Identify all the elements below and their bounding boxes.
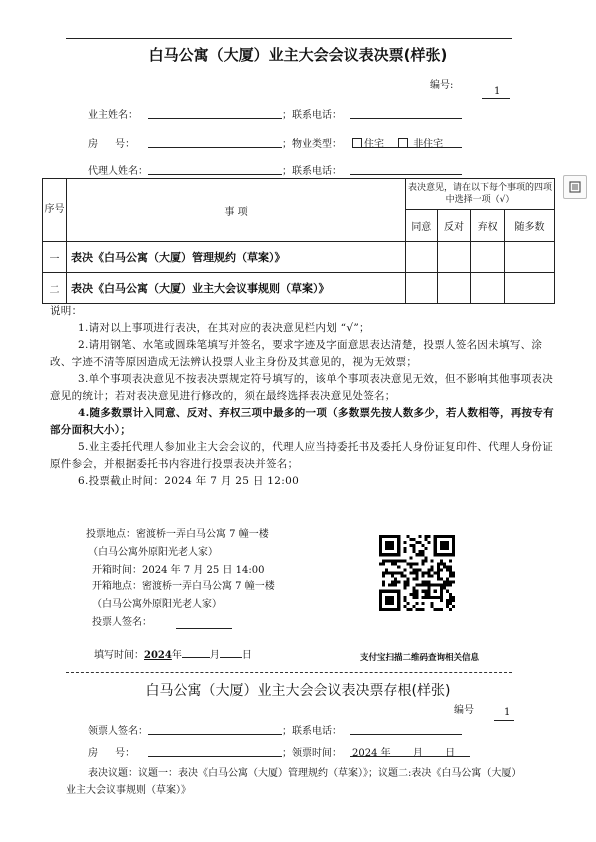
table-row <box>43 273 555 304</box>
property-type-label: ；物业类型： <box>282 139 342 150</box>
top-rule <box>66 38 512 39</box>
stub-contact-field[interactable] <box>350 734 462 735</box>
day-unit: 日 <box>241 650 252 661</box>
vote-cell-against[interactable] <box>437 242 471 273</box>
fill-time-label: 填写时间： <box>94 650 144 661</box>
note-3: 3.单个事项表决意见不按表决票规定符号填写的，该单个事项表决意见无效，但不影响其他事项表决意见的统计；若对表决意见进行修改的，须在最终选择表决意见处签名； <box>50 373 554 402</box>
qr-code <box>379 535 455 611</box>
open-time: 开箱时间：2024 年 7 月 25 日 14:00 <box>92 565 265 576</box>
vote-cell-majority[interactable] <box>504 242 554 273</box>
contact-label: ；联系电话： <box>282 110 342 121</box>
vote-table <box>42 178 555 304</box>
col-item-header: 事 项 <box>67 179 406 242</box>
opt-agree: 同意 <box>406 210 438 242</box>
col-no-header: 序号 <box>43 179 67 242</box>
opt-majority: 随多数 <box>504 210 554 242</box>
table-row <box>43 242 555 273</box>
stub-title: 白马公寓（大厦）业主大会会议表决票存根(样张) <box>145 683 451 699</box>
receive-date-underline <box>350 756 470 757</box>
scan-icon <box>564 176 586 198</box>
signer-field[interactable] <box>176 628 232 629</box>
receive-time-label: ；领票时间： <box>282 748 342 759</box>
owner-name-label: 业主姓名： <box>88 110 138 121</box>
serial-underline <box>482 98 510 99</box>
stub-serial-underline <box>494 720 514 721</box>
cut-line <box>66 672 512 673</box>
serial-value: 1 <box>494 86 501 97</box>
row-no: 一 <box>43 242 67 273</box>
notes-heading: 说明： <box>50 305 83 317</box>
month-field[interactable] <box>182 647 210 658</box>
receiver-label: 领票人签名： <box>88 726 148 737</box>
day-field[interactable] <box>220 647 242 658</box>
receive-year[interactable]: 2024 <box>352 748 378 759</box>
year-unit: 年 <box>171 650 182 661</box>
property-type-underline <box>352 147 462 148</box>
note-4: 4.随多数票计入同意、反对、弃权三项中最多的一项（多数票先按人数多少，若人数相等，再按专有部分面积大小）； <box>50 407 554 436</box>
vote-cell-abstain[interactable] <box>471 242 505 273</box>
serial-label: 编号: <box>430 80 454 91</box>
vote-place: 投票地点：密渡桥一弄白马公寓 7 幢一楼 <box>86 529 269 540</box>
signer-label: 投票人签名： <box>92 617 152 628</box>
vote-cell-against[interactable] <box>437 273 471 304</box>
stub-topics: 表决议题：议题一：表决《白马公寓（大厦）管理规约（草案）》；议题二:表决《白马公寓（大厦）业主大会议事规则（草案）》 <box>66 768 522 796</box>
receive-day-unit: 日 <box>445 748 456 759</box>
stub-room-field[interactable] <box>148 756 282 757</box>
row-item: 表决《白马公寓（大厦）管理规约（草案）》 <box>67 242 406 273</box>
room-label: 房 号： <box>88 139 136 150</box>
stub-serial-label: 编号 <box>454 705 474 716</box>
col-opinion-header: 表决意见，请在以下每个事项的四项中选择一项（√） <box>406 179 555 210</box>
page-title: 白马公寓（大厦）业主大会会议表决票(样张) <box>148 46 448 64</box>
month-unit: 月 <box>209 650 220 661</box>
receiver-field[interactable] <box>148 734 282 735</box>
contact-field-2[interactable] <box>350 174 462 175</box>
note-5: 5.业主委托代理人参加业主大会会议的，代理人应当持委托书及委托人身份证复印件、代理人身份证原件参会，并根据委托书内容进行投票表决并签名； <box>50 441 554 470</box>
owner-name-field[interactable] <box>148 118 282 119</box>
note-2: 2.请用钢笔、水笔或圆珠笔填写并签名，要求字迹及字面意思表达清楚，投票人签名因未填写、涂改、字迹不清等原因造成无法辨认投票人业主身份及其意见的，视为无效票； <box>50 339 543 368</box>
agent-name-label: 代理人姓名： <box>88 166 148 177</box>
open-place-2: （白马公寓外原阳光老人家） <box>92 599 222 610</box>
row-no: 二 <box>43 273 67 304</box>
row-item: 表决《白马公寓（大厦）业主大会议事规则（草案）》 <box>67 273 406 304</box>
room-field[interactable] <box>148 147 282 148</box>
contact-field[interactable] <box>350 118 462 119</box>
instructions <box>50 303 560 490</box>
agent-name-field[interactable] <box>148 174 282 175</box>
contact-label-2: ；联系电话： <box>282 166 342 177</box>
opt-abstain: 弃权 <box>471 210 505 242</box>
residential-label: 住宅 <box>364 139 384 150</box>
stub-serial-value: 1 <box>504 707 511 718</box>
open-place: 开箱地点：密渡桥一弄白马公寓 7 幢一楼 <box>92 581 275 592</box>
fill-time <box>94 647 252 665</box>
qr-caption: 支付宝扫描二维码查询相关信息 <box>360 653 480 663</box>
note-1: 1.请对以上事项进行表决，在其对应的表决意见栏内划 “√”； <box>78 322 370 334</box>
note-6: 6.投票截止时间：2024 年 7 月 25 日 12:00 <box>78 475 300 487</box>
stub-room-label: 房 号： <box>88 748 136 759</box>
receive-month-unit: 月 <box>412 748 423 759</box>
vote-cell-agree[interactable] <box>406 242 438 273</box>
opt-against: 反对 <box>437 210 471 242</box>
scan-tool-button[interactable] <box>563 175 587 199</box>
vote-cell-abstain[interactable] <box>471 273 505 304</box>
vote-cell-agree[interactable] <box>406 273 438 304</box>
vote-place-2: （白马公寓外原阳光老人家） <box>88 547 218 558</box>
stub-contact-label: ；联系电话： <box>282 726 342 737</box>
receive-year-unit: 年 <box>380 748 391 759</box>
vote-cell-majority[interactable] <box>504 273 554 304</box>
fill-year[interactable]: 2024 <box>144 650 172 661</box>
non-residential-label: 非住宅 <box>413 139 444 150</box>
